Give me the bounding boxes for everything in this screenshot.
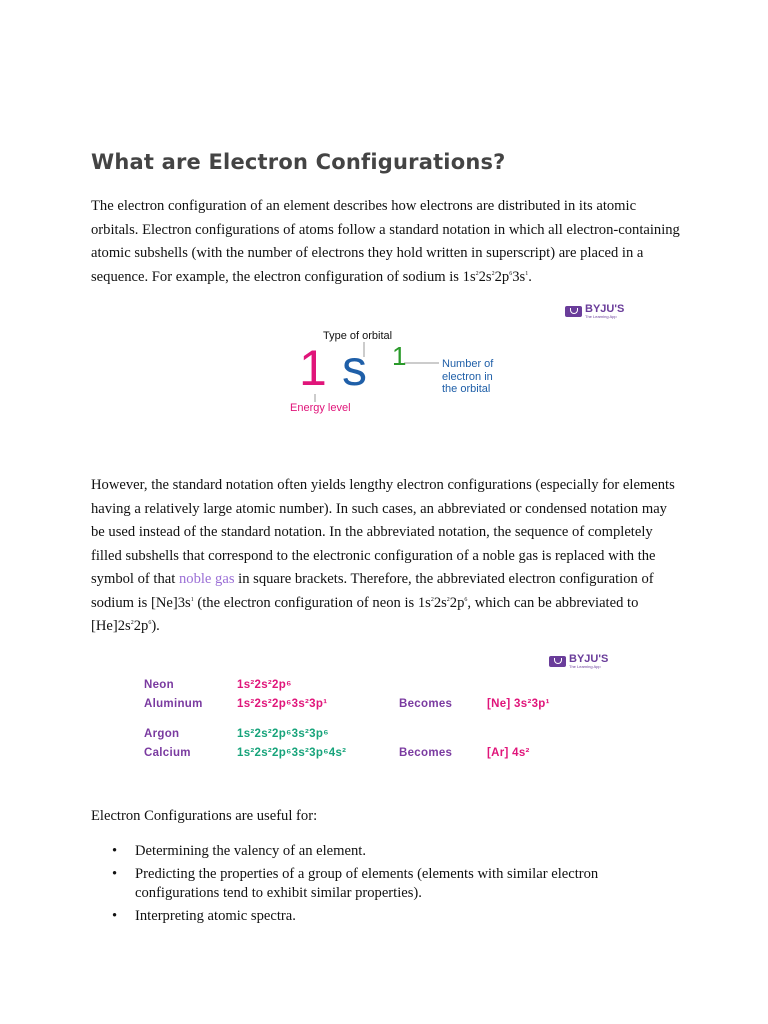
uses-intro: Electron Configurations are useful for: [91, 808, 318, 824]
number-of-electrons-label: Number of electron in the orbital [442, 358, 494, 395]
element-name-aluminum: Aluminum [144, 698, 203, 710]
uses-list [135, 842, 635, 929]
intro-paragraph: The electron configuration of an element describes how electrons are distributed in its atomic orbitals. Electron configurations of atoms follow a standard notation in which all electron-containing atomic subshells (with the number of electrons they hold written in superscript) are placed in a sequence. For example, the electron configuration of sodium is $1s^22s^22p^63s^1$. [91, 198, 680, 285]
config-neon: 1s²2s²2p⁶ [237, 679, 292, 691]
page-title: What are Electron Configurations? [91, 150, 506, 174]
config-aluminum: 1s²2s²2p⁶3s²3p¹ [237, 698, 328, 710]
energy-level-label: Energy level [290, 402, 351, 414]
byjus-logo [565, 304, 624, 319]
list-item: • Determining the valency of an element. [135, 842, 635, 862]
list-item: • Interpreting atomic spectra. [135, 907, 635, 927]
logo-tagline: The Learning App [569, 664, 601, 669]
abbreviated-calcium: [Ar] 4s² [487, 747, 530, 759]
becomes-label: Becomes [399, 747, 453, 759]
byjus-logo [549, 654, 608, 669]
config-calcium: 1s²2s²2p⁶3s²3p⁶4s² [237, 747, 347, 759]
noble-gas-link[interactable]: noble gas [178, 571, 235, 587]
orbital-letter: s [342, 340, 367, 396]
abbreviated-aluminum: [Ne] 3s²3p¹ [487, 698, 550, 710]
energy-level-number: 1 [299, 340, 327, 396]
intro-text: The electron configuration of an element describes how electrons are distributed in its atomic orbitals. Electron configurations of atoms follow a standard notation in which all electron-containing atomic subshells (with the number of electrons they hold written in superscript) are placed in a sequence. For example, the electron configuration of sodium is [91, 198, 680, 285]
sodium-config: $1s^22s^22p^63s^1$ [462, 268, 529, 285]
list-item: • Predicting the properties of a group of elements (elements with similar electron configurations tend to exhibit similar properties). [135, 865, 635, 904]
electron-count-superscript: 1 [392, 341, 407, 371]
config-argon: 1s²2s²2p⁶3s²3p⁶ [237, 728, 329, 740]
becomes-label: Becomes [399, 698, 453, 710]
element-name-neon: Neon [144, 679, 174, 691]
type-of-orbital-label: Type of orbital [323, 330, 393, 342]
byjus-logo-icon [549, 656, 566, 667]
element-name-argon: Argon [144, 728, 180, 740]
logo-name: BYJU'S [569, 653, 609, 665]
logo-tagline: The Learning App [585, 314, 617, 319]
byjus-logo-icon [565, 306, 582, 317]
abbreviated-notation-paragraph: However, the standard notation often yields lengthy electron configurations (especially for elements having a relatively large atomic number). In such cases, an abbreviated or condensed notation may be used instead of the standard notation. In the abbreviated notation, the sequence of completely filled subshells that correspond to the electronic configuration of a noble gas is replaced with the symbol of that noble gas in square brackets. Therefore, the abbreviated electron configuration of sodium is $[Ne]3s^1$ (the electron configuration of neon is $1s^22s^22p^6$, which can be abbreviated to $[He]2s^22p^6$). [91, 477, 675, 634]
element-name-calcium: Calcium [144, 747, 191, 759]
logo-name: BYJU'S [585, 303, 625, 315]
